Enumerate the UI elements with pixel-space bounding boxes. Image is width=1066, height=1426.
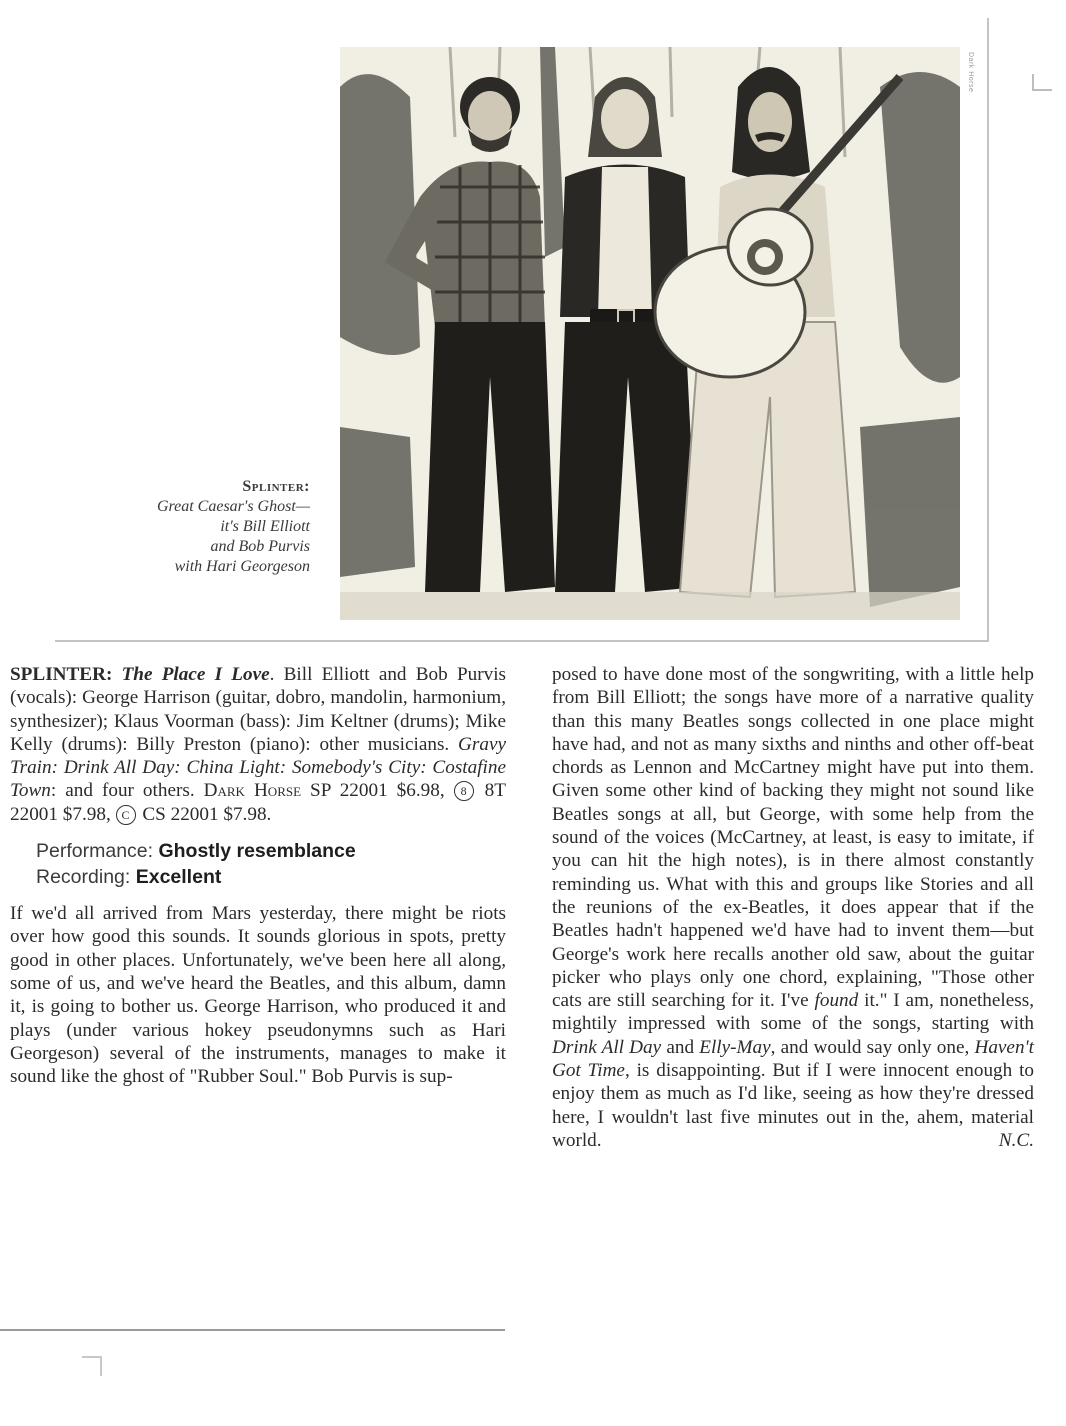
album-title: The Place I Love	[121, 664, 270, 685]
credits-text: . Bill Elliott and Bob Purvis (vocals): George Harrison (guitar, dobro, mandolin, harmonium, synthesizer); Klaus Voorman (bass): Jim Keltner (drums); Mike Kelly (drums): Billy Preston (piano): other musicians.	[10, 664, 506, 755]
eight-track-symbol: 8	[454, 781, 474, 801]
body-text: , and would say only one,	[770, 1036, 975, 1058]
rating-performance	[36, 838, 506, 864]
rating-label: Performance:	[36, 840, 159, 863]
rating-value: Ghostly resemblance	[158, 840, 356, 863]
crop-mark-bottom-left	[82, 1356, 102, 1376]
emphasis: found	[814, 990, 859, 1012]
caption-line: and Bob Purvis	[210, 538, 310, 555]
catalog-lp: SP 22001 $6.98,	[301, 780, 454, 802]
review-column-1	[10, 663, 506, 1088]
song-title: Drink All Day	[552, 1036, 662, 1058]
photo-box-bottom-border	[55, 640, 989, 642]
caption-line: it's Bill Elliott	[220, 518, 310, 535]
review-column-2	[552, 663, 1034, 1152]
review-body-col1: If we'd all arrived from Mars yesterday, there might be riots over how good this sounds. It sounds glorious in spots, pretty good in other places. Unfortunately, we've been here all along, some of us, and we've heard the Beatles, and this album, damn it, is going to bother us. George Harrison, who produced it and plays (under various hokey pseudonymns such as Hari Georgeson) several of the instruments, manages to make it sound like the ghost of "Rubber Soul." Bob Purvis is sup-	[10, 903, 506, 1088]
artist-name: SPLINTER:	[10, 664, 113, 685]
photo-box-right-border	[987, 18, 989, 642]
column-rule	[0, 1329, 505, 1331]
catalog-cs: CS 22001 $7.98.	[137, 803, 272, 825]
body-text: posed to have done most of the songwriting, with a little help from Bill Elliott; the songs have more of a narrative quality than this many Beatles songs collected in one place might have had, and not as many sixths and ninths and other off-beat chords as Lennon and McCartney might have put into them. Given some other kind of backing they might not sound like Beatles songs at all, but George, with some help from the sound of the voices (McCartney, at least, is easy to imitate, if you can hit the high notes), is in there almost constantly reminding us. What with this and groups like Stories and all the reunions of the ex-Beatles, it does appear that if the Beatles hadn't happened we'd have had to invent them—but George's work here recalls another old saw, about the guitar picker who plays only one chord, explaining, "Those other cats are still searching for it. I've	[552, 664, 1034, 1012]
review-body-col2	[552, 663, 1034, 1152]
reviewer-signature: N.C.	[998, 1129, 1034, 1151]
photo-ground	[340, 592, 960, 620]
review-header	[10, 663, 506, 826]
rating-recording	[36, 864, 506, 890]
body-text: and	[661, 1036, 700, 1058]
caption-line: Great Caesar's Ghost—	[156, 498, 310, 515]
rating-label: Recording:	[36, 866, 136, 889]
song-list: Gravy Train: Drink All Day: China Light: Somebody's City: Costafine Town	[10, 733, 506, 802]
catalog-8t: 8T 22001 $7.98,	[10, 780, 506, 825]
record-label: Dark Horse	[203, 780, 302, 802]
photo-credit: Dark Horse	[967, 52, 974, 93]
song-title: Elly-May	[699, 1036, 771, 1058]
photo-caption	[40, 477, 310, 577]
ratings	[36, 838, 506, 890]
body-text: it." I am, nonetheless, mightily impressed with some of the songs, starting with	[552, 990, 1034, 1035]
cassette-symbol: C	[116, 805, 136, 825]
credits-text-2: : and four others.	[50, 780, 204, 802]
band-photo	[340, 47, 960, 620]
body-text: , is disappointing. But if I were innocent enough to enjoy them as much as I'd like, seeing as how they're dressed here, I wouldn't last five minutes out in the, ahem, material world.	[552, 1060, 1034, 1151]
crop-mark-top-right	[1032, 74, 1052, 91]
caption-heading: Splinter:	[242, 478, 310, 495]
song-title: Haven't Got Time	[552, 1036, 1034, 1082]
rating-value: Excellent	[135, 866, 222, 889]
caption-line: with Hari Georgeson	[174, 558, 310, 575]
